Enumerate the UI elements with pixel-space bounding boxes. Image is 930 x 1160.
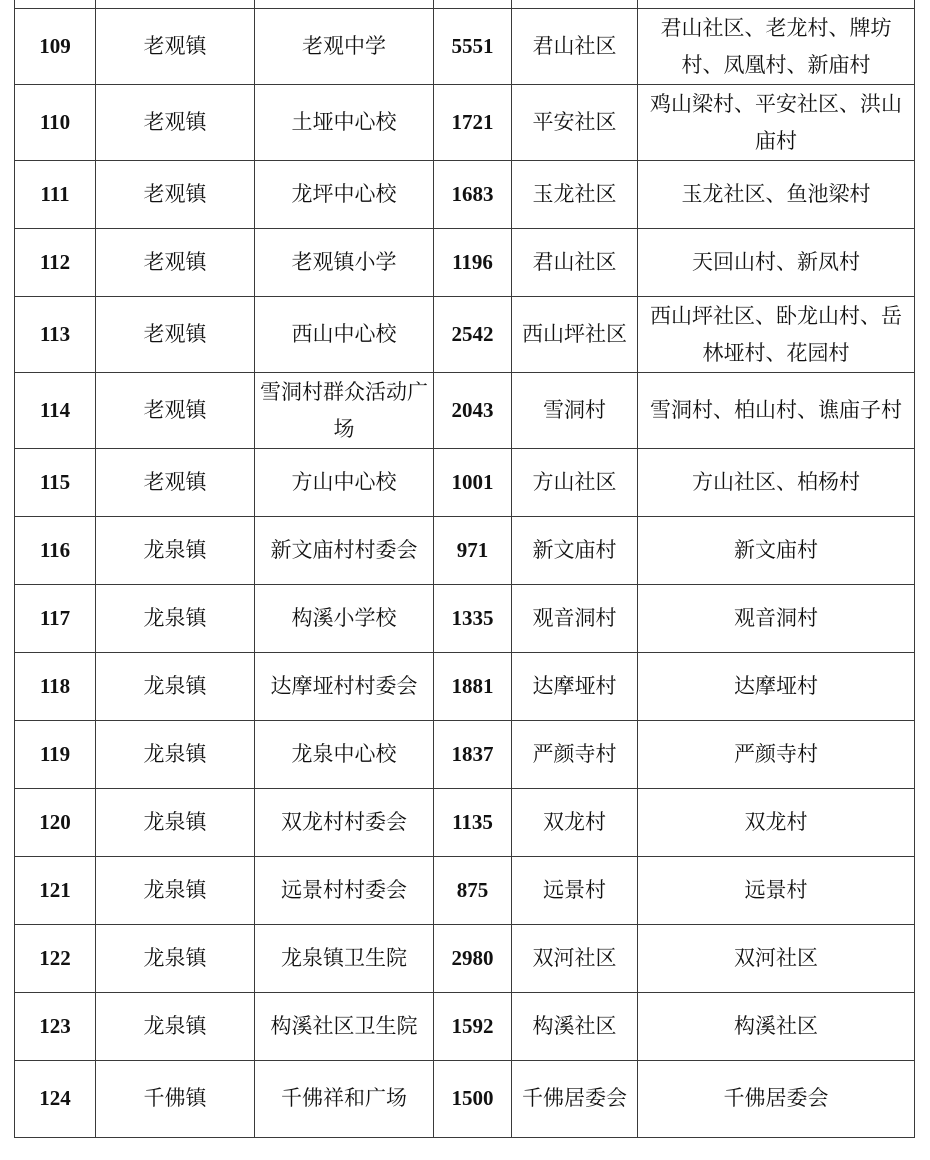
- table-row: [15, 585, 915, 653]
- row-number-cell: 113: [15, 297, 96, 373]
- row-number-cell: 122: [15, 925, 96, 993]
- site-cell: 龙泉镇卫生院: [255, 925, 434, 993]
- row-number-cell: 118: [15, 653, 96, 721]
- table-row: [15, 9, 915, 85]
- count-cell: 1683: [434, 161, 512, 229]
- table-cell: [512, 0, 638, 9]
- row-number-cell: 119: [15, 721, 96, 789]
- town-cell: 龙泉镇: [96, 857, 255, 925]
- town-cell: 老观镇: [96, 373, 255, 449]
- row-number-cell: 112: [15, 229, 96, 297]
- site-cell: 新文庙村村委会: [255, 517, 434, 585]
- coverage-cell: 达摩垭村: [638, 653, 915, 721]
- site-cell: 达摩垭村村委会: [255, 653, 434, 721]
- row-number-cell: 111: [15, 161, 96, 229]
- row-number-cell: 115: [15, 449, 96, 517]
- community-cell: 平安社区: [512, 85, 638, 161]
- town-cell: 龙泉镇: [96, 517, 255, 585]
- town-cell: 龙泉镇: [96, 721, 255, 789]
- community-cell: 双龙村: [512, 789, 638, 857]
- town-cell: 龙泉镇: [96, 653, 255, 721]
- town-cell: 老观镇: [96, 85, 255, 161]
- table-row: [15, 297, 915, 373]
- count-cell: 2043: [434, 373, 512, 449]
- table-cell: [15, 0, 96, 9]
- coverage-cell: 方山社区、柏杨村: [638, 449, 915, 517]
- community-cell: 双河社区: [512, 925, 638, 993]
- town-cell: 老观镇: [96, 9, 255, 85]
- community-cell: 君山社区: [512, 9, 638, 85]
- table-row: [15, 85, 915, 161]
- row-number-cell: 117: [15, 585, 96, 653]
- table-row: [15, 857, 915, 925]
- count-cell: 2542: [434, 297, 512, 373]
- count-cell: 2980: [434, 925, 512, 993]
- site-cell: 远景村村委会: [255, 857, 434, 925]
- table-row: [15, 517, 915, 585]
- row-number-cell: 114: [15, 373, 96, 449]
- row-number-cell: 121: [15, 857, 96, 925]
- table-row: [15, 789, 915, 857]
- site-cell: 龙坪中心校: [255, 161, 434, 229]
- table-row: [15, 993, 915, 1061]
- town-cell: 老观镇: [96, 449, 255, 517]
- count-cell: 971: [434, 517, 512, 585]
- community-cell: 观音洞村: [512, 585, 638, 653]
- table-row: [15, 1061, 915, 1138]
- table-row: [15, 721, 915, 789]
- town-cell: 龙泉镇: [96, 925, 255, 993]
- table-row: [15, 449, 915, 517]
- table-cell: [434, 0, 512, 9]
- site-cell: 双龙村村委会: [255, 789, 434, 857]
- count-cell: 5551: [434, 9, 512, 85]
- coverage-cell: 千佛居委会: [638, 1061, 915, 1138]
- community-cell: 君山社区: [512, 229, 638, 297]
- count-cell: 1881: [434, 653, 512, 721]
- coverage-cell: 严颜寺村: [638, 721, 915, 789]
- row-number-cell: 109: [15, 9, 96, 85]
- coverage-cell: 构溪社区: [638, 993, 915, 1061]
- site-cell: 方山中心校: [255, 449, 434, 517]
- coverage-cell: 天回山村、新凤村: [638, 229, 915, 297]
- count-cell: 1135: [434, 789, 512, 857]
- community-cell: 方山社区: [512, 449, 638, 517]
- town-cell: 千佛镇: [96, 1061, 255, 1138]
- coverage-cell: 双河社区: [638, 925, 915, 993]
- table-cell: [638, 0, 915, 9]
- coverage-cell: 鸡山梁村、平安社区、洪山庙村: [638, 85, 915, 161]
- count-cell: 1196: [434, 229, 512, 297]
- site-cell: 土垭中心校: [255, 85, 434, 161]
- data-table: [14, 0, 915, 1138]
- table-cell: [96, 0, 255, 9]
- row-number-cell: 120: [15, 789, 96, 857]
- coverage-cell: 雪洞村、柏山村、谯庙子村: [638, 373, 915, 449]
- site-cell: 雪洞村群众活动广场: [255, 373, 434, 449]
- community-cell: 新文庙村: [512, 517, 638, 585]
- town-cell: 老观镇: [96, 161, 255, 229]
- town-cell: 龙泉镇: [96, 789, 255, 857]
- site-cell: 龙泉中心校: [255, 721, 434, 789]
- town-cell: 龙泉镇: [96, 993, 255, 1061]
- row-number-cell: 110: [15, 85, 96, 161]
- row-number-cell: 116: [15, 517, 96, 585]
- coverage-cell: 远景村: [638, 857, 915, 925]
- table-row-partial: [15, 0, 915, 9]
- coverage-cell: 双龙村: [638, 789, 915, 857]
- table-body: [15, 0, 915, 1138]
- community-cell: 严颜寺村: [512, 721, 638, 789]
- site-cell: 构溪社区卫生院: [255, 993, 434, 1061]
- community-cell: 远景村: [512, 857, 638, 925]
- community-cell: 达摩垭村: [512, 653, 638, 721]
- count-cell: 1001: [434, 449, 512, 517]
- count-cell: 875: [434, 857, 512, 925]
- count-cell: 1837: [434, 721, 512, 789]
- community-cell: 雪洞村: [512, 373, 638, 449]
- count-cell: 1592: [434, 993, 512, 1061]
- table-cell: [255, 0, 434, 9]
- row-number-cell: 123: [15, 993, 96, 1061]
- count-cell: 1335: [434, 585, 512, 653]
- coverage-cell: 新文庙村: [638, 517, 915, 585]
- community-cell: 千佛居委会: [512, 1061, 638, 1138]
- table-row: [15, 653, 915, 721]
- count-cell: 1500: [434, 1061, 512, 1138]
- table-row: [15, 925, 915, 993]
- coverage-cell: 君山社区、老龙村、牌坊村、凤凰村、新庙村: [638, 9, 915, 85]
- coverage-cell: 观音洞村: [638, 585, 915, 653]
- row-number-cell: 124: [15, 1061, 96, 1138]
- coverage-cell: 西山坪社区、卧龙山村、岳林垭村、花园村: [638, 297, 915, 373]
- site-cell: 老观中学: [255, 9, 434, 85]
- coverage-cell: 玉龙社区、鱼池梁村: [638, 161, 915, 229]
- site-cell: 构溪小学校: [255, 585, 434, 653]
- community-cell: 构溪社区: [512, 993, 638, 1061]
- table-row: [15, 229, 915, 297]
- site-cell: 西山中心校: [255, 297, 434, 373]
- community-cell: 西山坪社区: [512, 297, 638, 373]
- town-cell: 龙泉镇: [96, 585, 255, 653]
- site-cell: 老观镇小学: [255, 229, 434, 297]
- town-cell: 老观镇: [96, 229, 255, 297]
- community-cell: 玉龙社区: [512, 161, 638, 229]
- site-cell: 千佛祥和广场: [255, 1061, 434, 1138]
- table-row: [15, 373, 915, 449]
- town-cell: 老观镇: [96, 297, 255, 373]
- table-row: [15, 161, 915, 229]
- count-cell: 1721: [434, 85, 512, 161]
